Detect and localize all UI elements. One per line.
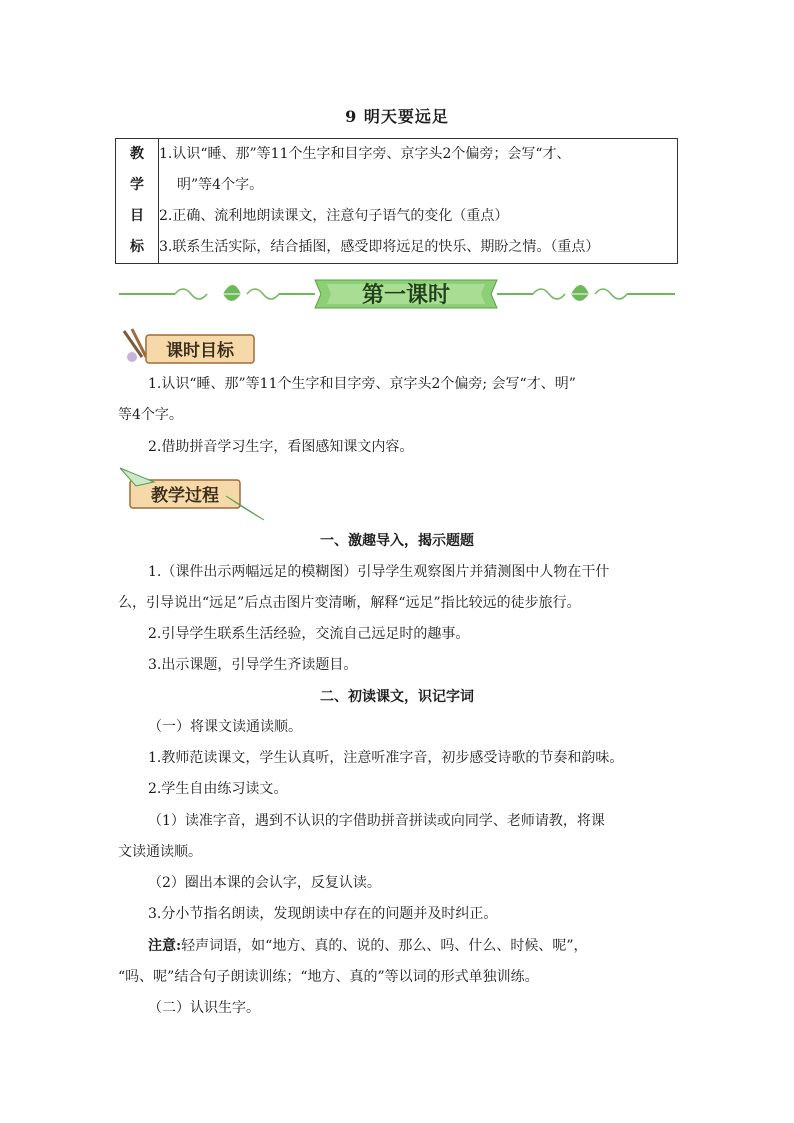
process-step-cont: 么，引导说出“远足”后点击图片变清晰，解释“远足”指比较远的徒步旅行。 (118, 595, 581, 611)
goal-line: 2.正确、流利地朗读课文，注意句子语气的变化（重点） (159, 208, 509, 224)
process-step-cont: 文读通读顺。 (118, 844, 202, 860)
lesson-goal-tag-text: 课时目标 (166, 341, 234, 361)
note-cont: “吗、呢”结合句子朗读训练；“地方、真的”等以词的形式单独训练。 (118, 969, 539, 985)
process-step: 3.分小节指名朗读，发现朗读中存在的问题并及时纠正。 (148, 906, 498, 922)
note-label: 注意: (148, 938, 182, 954)
process-step: 2.学生自由练习读文。 (148, 781, 288, 797)
section-heading-2: 二、初读课文，识记字词 (320, 689, 474, 705)
lesson-goal-2: 2.借助拼音学习生字，看图感知课文内容。 (148, 439, 414, 455)
section-heading-1: 一、激趣导入，揭示题题 (320, 533, 474, 549)
process-step: 3.出示课题，引导学生齐读题目。 (148, 657, 358, 673)
subsection: （一）将课文读通读顺。 (148, 719, 302, 735)
leaf-icon (223, 285, 241, 301)
process-step: （2）圈出本课的会认字，反复认读。 (148, 875, 381, 891)
lesson-goal-1: 1.认识“睡、那”等11个生字和目字旁、京字头2个偏旁; 会写“才、明” (148, 376, 576, 392)
process-step: 1.教师范读课文，学生认真听，注意听准字音，初步感受诗歌的节奏和韵味。 (148, 750, 624, 766)
note-text: 轻声词语，如“地方、真的、说的、那么、吗、什么、时候、呢”， (181, 938, 588, 954)
goal-line: 1.认识“睡、那”等11个生字和目字旁、京字头2个偏旁；会写“才、 (159, 146, 571, 162)
process-step: 1.（课件出示两幅远足的模糊图）引导学生观察图片并猜测图中人物在干什 (148, 564, 610, 580)
goals-label-char: 标 (130, 239, 144, 255)
goals-label-char: 目 (130, 208, 144, 224)
goal-line: 明”等4个字。 (177, 177, 264, 193)
page-title: 9 明天要远足 (345, 107, 449, 126)
process-step: 2.引导学生联系生活经验，交流自己远足时的趣事。 (148, 626, 470, 642)
teaching-process-tag (118, 466, 268, 522)
teaching-goals-table (115, 138, 678, 264)
process-step: （1）读准字音，遇到不认识的字借助拼音拼读或向同学、老师请教，将课 (148, 813, 605, 829)
brush-icon (124, 329, 146, 362)
banner-text: 第一课时 (361, 282, 451, 308)
lesson-banner (115, 272, 678, 320)
goals-label-char: 学 (130, 177, 144, 193)
lesson-goal-tag (118, 327, 258, 367)
lesson-goal-1-cont: 等4个字。 (118, 407, 183, 423)
note (118, 936, 678, 956)
goal-line: 3.联系生活实际，结合插图，感受即将远足的快乐、期盼之情。（重点） (159, 239, 600, 255)
leaf-icon (571, 285, 589, 301)
subsection: （二）认识生字。 (148, 1000, 260, 1016)
goals-label-char: 教 (130, 146, 144, 162)
goals-label (116, 139, 159, 264)
teaching-process-tag-text: 教学过程 (151, 486, 219, 506)
goals-body (159, 139, 678, 264)
